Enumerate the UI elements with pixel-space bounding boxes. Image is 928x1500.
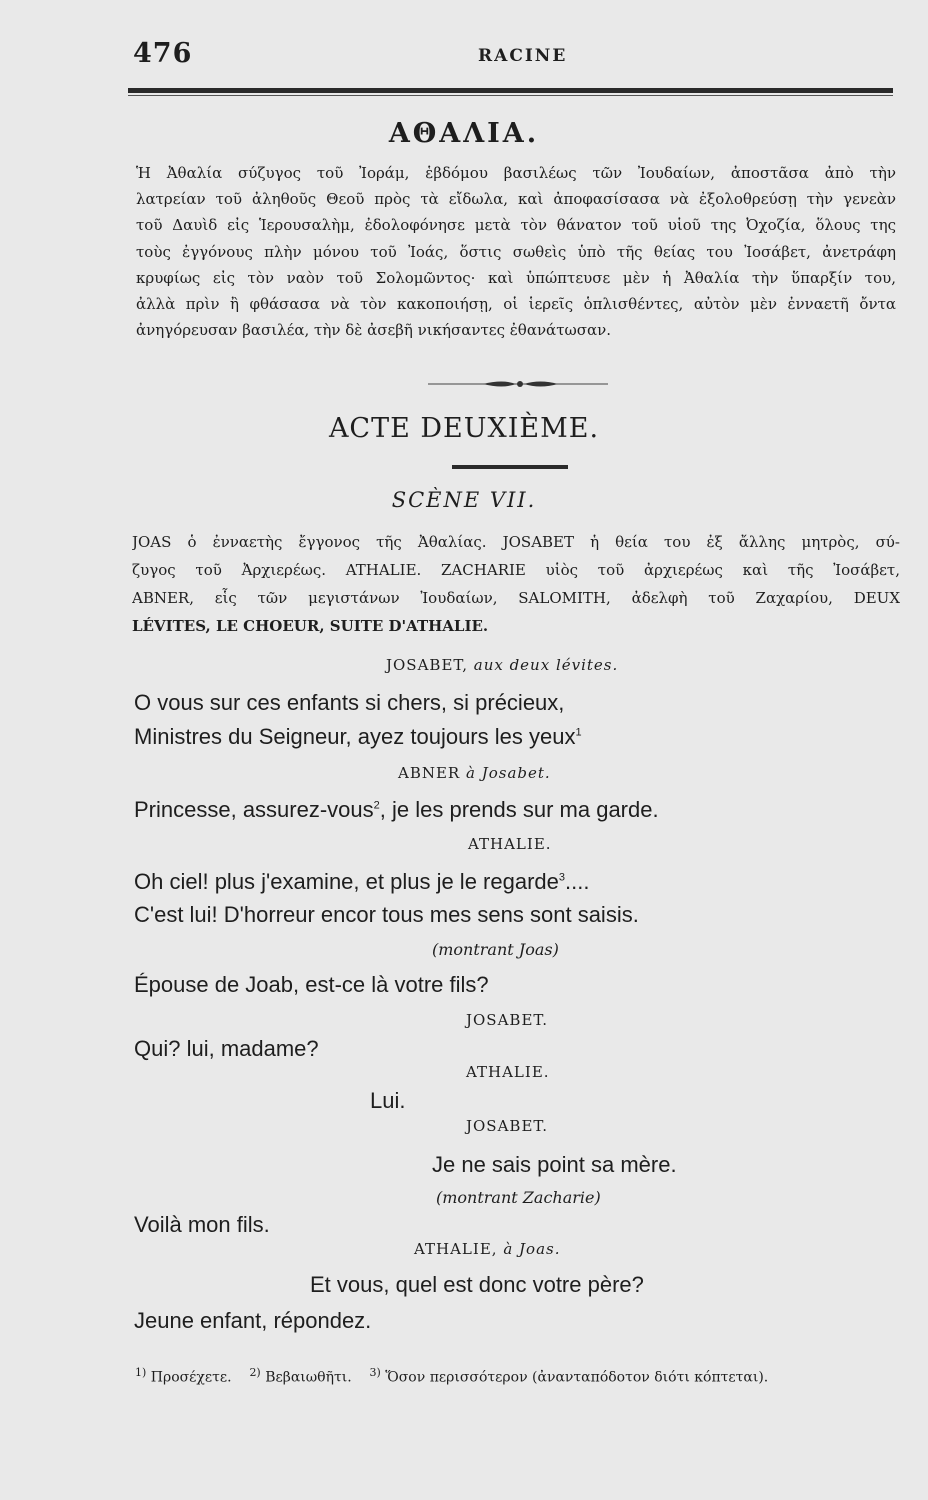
verse-line: Lui. xyxy=(370,1088,406,1113)
footnote-ref: 3 xyxy=(558,871,565,884)
scene-title: SCÈNE VII. xyxy=(391,488,537,512)
verse-line: Et vous, quel est donc votre père? xyxy=(310,1272,644,1297)
argument-line: Ἡ Ἀθαλία σύζυγος τοῦ Ἰοράμ, ἑβδόμου βασιλέως τῶν Ἰουδαίων, ἀποστᾶσα ἀπὸ τὴν xyxy=(136,164,896,182)
footnote-text: Ὅσον περισσότερον (ἀνανταπόδοτον διότι κόπτεται). xyxy=(385,1369,769,1386)
speaker-name: JOSABET, xyxy=(386,656,468,674)
speaker-heading xyxy=(466,1117,548,1135)
argument-line: τοὺς ἐγγόνους πλὴν μόνου τοῦ Ἰοάς, ὅστις σωθεὶς ὑπὸ τῆς θείας του Ἰοσάβετ, ἀνετράφη xyxy=(136,242,896,261)
footnote-mark: 2) xyxy=(249,1366,261,1379)
stage-direction: (montrant Joas) xyxy=(432,940,559,959)
verse-text: Oh ciel! plus j'examine, et plus je le regarde xyxy=(134,869,559,894)
speaker-name: ATHALIE. xyxy=(466,1063,550,1081)
speaker-heading xyxy=(386,656,618,674)
footnote-text: Προσέχετε. xyxy=(150,1369,232,1386)
argument-line: ἀλλὰ πρὶν ἢ φθάσασα νὰ τὸν κακοποιήσῃ, οἱ ἱερεῖς ὁπλισθέντες, αὐτὸν μὲν ἐνναετῆ ὄντα xyxy=(136,294,896,313)
footnote-text: Βεβαιωθῆτι. xyxy=(265,1369,352,1386)
verse-line: Voilà mon fils. xyxy=(134,1212,270,1237)
speaker-heading xyxy=(398,764,551,782)
cast-line: ζυγος τοῦ Ἀρχιερέως. ATHALIE. ZACHARIE υἱὸς τοῦ ἀρχιερέως καὶ τῆς Ἰοσάβετ, xyxy=(132,561,900,579)
verse-line: Épouse de Joab, est-ce là votre fils? xyxy=(134,972,489,997)
speaker-name: ATHALIE. xyxy=(468,835,552,853)
page-number: 476 xyxy=(133,38,193,69)
verse-text: , je les prends sur ma garde. xyxy=(379,797,659,822)
stage-direction: à Joas. xyxy=(503,1240,561,1258)
stage-direction: (montrant Zacharie) xyxy=(436,1188,601,1207)
cast-list xyxy=(132,528,900,640)
header-rule xyxy=(128,88,893,93)
verse-line xyxy=(134,797,659,823)
argument-title: ΑΘΑΛΙΑ. xyxy=(388,118,540,149)
running-title: RACINE xyxy=(478,46,568,66)
act-rule xyxy=(452,465,568,469)
verse-line: Jeune enfant, répondez. xyxy=(134,1308,372,1333)
verse-line: Qui? lui, madame? xyxy=(134,1036,319,1061)
speaker-heading xyxy=(466,1011,548,1029)
argument-line: κρυφίως εἰς τὸν ναὸν τοῦ Σολομῶντος· καὶ ὑπώπτευσε μὲν ἡ Ἀθαλία τὴν ὕπαρξίν του, xyxy=(136,268,896,287)
argument-paragraph xyxy=(136,160,896,343)
speaker-name: ABNER xyxy=(398,764,461,782)
verse-text: Princesse, assurez-vous xyxy=(134,797,374,822)
stage-direction: à Josabet. xyxy=(466,764,551,782)
argument-line: λατρείαν τοῦ ἀληθοῦς Θεοῦ πρὸς τὰ εἴδωλα, καὶ ἀποφασίσασα νὰ ἐξολοθρεύσῃ τὴν γενεὰν xyxy=(136,190,896,209)
verse-line: O vous sur ces enfants si chers, si précieux, xyxy=(134,690,565,715)
footnote-mark: 1) xyxy=(135,1366,147,1379)
act-title: ACTE DEUXIÈME. xyxy=(328,413,600,444)
stage-direction: aux deux lévites. xyxy=(473,656,619,674)
verse-line: Je ne sais point sa mère. xyxy=(432,1152,677,1177)
argument-line: τοῦ Δαυὶδ εἰς Ἱερουσαλὴμ, ἐδολοφόνησε μετὰ τὸν θάνατον τοῦ υἱοῦ της Ὀχοζία, ὅλους της xyxy=(136,216,896,235)
verse-line xyxy=(134,869,589,895)
speaker-name: JOSABET. xyxy=(466,1117,548,1135)
speaker-heading xyxy=(414,1240,561,1258)
footnote-ref: 2 xyxy=(373,799,380,812)
speaker-heading xyxy=(468,835,552,853)
cast-line: JOAS ὁ ἐνναετὴς ἔγγονος τῆς Ἀθαλίας. JOSABET ἡ θεία του ἐξ ἄλλης μητρὸς, σύ- xyxy=(132,533,900,551)
speaker-name: JOSABET. xyxy=(466,1011,548,1029)
argument-line: ἀνηγόρευσαν βασιλέα, τὴν δὲ ἀσεβῆ νικήσαντες ἐθανάτωσαν. xyxy=(136,321,611,340)
ornament-divider xyxy=(428,378,608,390)
footnote-mark: 3) xyxy=(369,1366,381,1379)
cast-line: ABNER, εἷς τῶν μεγιστάνων Ἰουδαίων, SALOMITH, ἀδελφὴ τοῦ Ζαχαρίου, DEUX xyxy=(132,589,900,607)
header-rule-thin xyxy=(128,95,893,96)
verse-line: C'est lui! D'horreur encor tous mes sens sont saisis. xyxy=(134,902,639,927)
verse-line xyxy=(134,724,582,750)
cast-line: LÉVITES, LE CHOEUR, SUITE D'ATHALIE. xyxy=(132,617,489,635)
verse-text: Ministres du Seigneur, ayez toujours les yeux xyxy=(134,724,576,749)
speaker-heading xyxy=(466,1063,550,1081)
footnote-ref: 1 xyxy=(575,726,582,739)
footnotes xyxy=(135,1366,895,1386)
verse-text: .... xyxy=(565,869,590,894)
speaker-name: ATHALIE, xyxy=(414,1240,498,1258)
